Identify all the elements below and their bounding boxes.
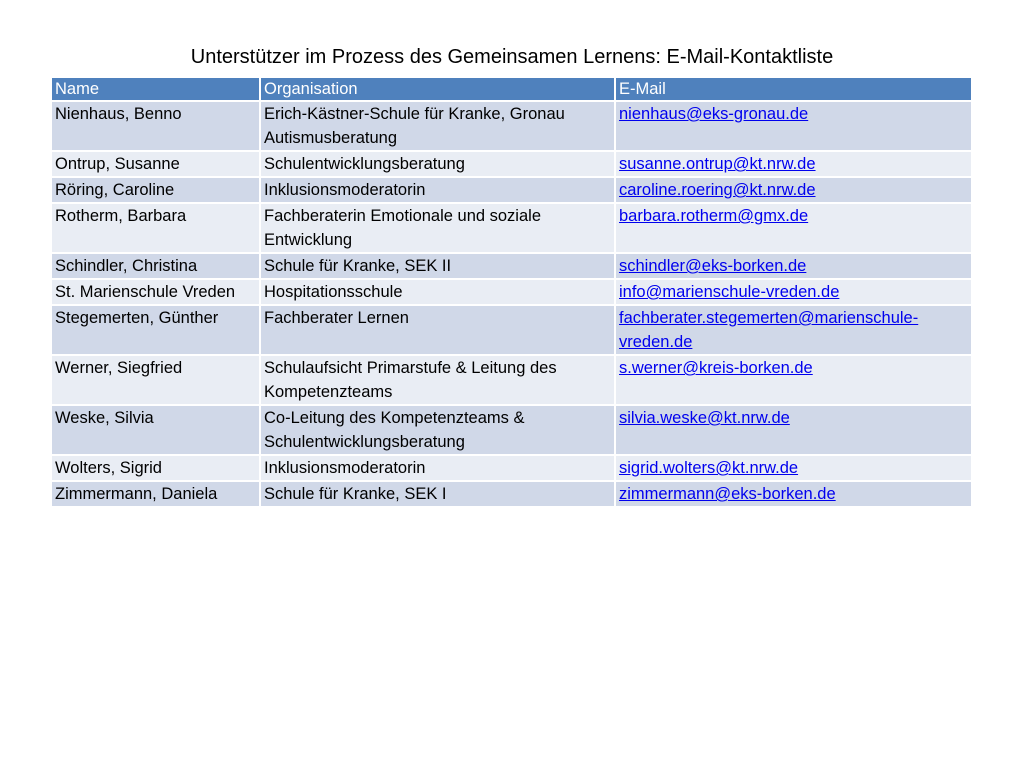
email-link[interactable]: s.werner@kreis-borken.de	[619, 359, 813, 377]
organisation-cell: Co-Leitung des Kompetenzteams & Schulentwicklungsberatung	[260, 405, 615, 455]
email-link[interactable]: barbara.rotherm@gmx.de	[619, 207, 809, 225]
table-row	[51, 203, 972, 253]
table-row	[51, 151, 972, 177]
email-cell	[615, 405, 972, 455]
email-link[interactable]: schindler@eks-borken.de	[619, 257, 807, 275]
email-cell	[615, 151, 972, 177]
table-row	[51, 279, 972, 305]
email-link[interactable]: caroline.roering@kt.nrw.de	[619, 181, 816, 199]
column-header-organisation: Organisation	[260, 77, 615, 101]
table-row	[51, 101, 972, 151]
email-cell	[615, 101, 972, 151]
name-cell: Ontrup, Susanne	[51, 151, 260, 177]
email-cell	[615, 305, 972, 355]
organisation-cell: Schulaufsicht Primarstufe & Leitung des Kompetenzteams	[260, 355, 615, 405]
email-cell	[615, 481, 972, 507]
name-cell: Werner, Siegfried	[51, 355, 260, 405]
email-cell	[615, 253, 972, 279]
name-cell: Nienhaus, Benno	[51, 101, 260, 151]
organisation-cell: Fachberaterin Emotionale und soziale Entwicklung	[260, 203, 615, 253]
name-cell: Stegemerten, Günther	[51, 305, 260, 355]
table-row	[51, 305, 972, 355]
column-header-email: E-Mail	[615, 77, 972, 101]
organisation-cell: Inklusionsmoderatorin	[260, 455, 615, 481]
organisation-cell: Erich-Kästner-Schule für Kranke, Gronau Autismusberatung	[260, 101, 615, 151]
table-row	[51, 455, 972, 481]
column-header-name: Name	[51, 77, 260, 101]
email-cell	[615, 203, 972, 253]
email-cell	[615, 279, 972, 305]
name-cell: Röring, Caroline	[51, 177, 260, 203]
name-cell: Schindler, Christina	[51, 253, 260, 279]
table-row	[51, 253, 972, 279]
email-link[interactable]: info@marienschule-vreden.de	[619, 283, 840, 301]
email-cell	[615, 177, 972, 203]
email-link[interactable]: nienhaus@eks-gronau.de	[619, 105, 809, 123]
table-header-row	[51, 77, 972, 101]
organisation-cell: Inklusionsmoderatorin	[260, 177, 615, 203]
email-cell	[615, 455, 972, 481]
table-row	[51, 177, 972, 203]
organisation-cell: Hospitationsschule	[260, 279, 615, 305]
organisation-cell: Schule für Kranke, SEK I	[260, 481, 615, 507]
contact-table	[50, 76, 973, 508]
page-title: Unterstützer im Prozess des Gemeinsamen Lernens: E-Mail-Kontaktliste	[190, 46, 834, 68]
email-link[interactable]: silvia.weske@kt.nrw.de	[619, 409, 790, 427]
email-cell	[615, 355, 972, 405]
name-cell: Zimmermann, Daniela	[51, 481, 260, 507]
name-cell: Weske, Silvia	[51, 405, 260, 455]
organisation-cell: Schule für Kranke, SEK II	[260, 253, 615, 279]
organisation-cell: Fachberater Lernen	[260, 305, 615, 355]
email-link[interactable]: susanne.ontrup@kt.nrw.de	[619, 155, 816, 173]
name-cell: St. Marienschule Vreden	[51, 279, 260, 305]
table-row	[51, 355, 972, 405]
name-cell: Wolters, Sigrid	[51, 455, 260, 481]
email-link[interactable]: sigrid.wolters@kt.nrw.de	[619, 459, 799, 477]
email-link[interactable]: zimmermann@eks-borken.de	[619, 485, 836, 503]
organisation-cell: Schulentwicklungsberatung	[260, 151, 615, 177]
table-row	[51, 481, 972, 507]
table-row	[51, 405, 972, 455]
email-link[interactable]: fachberater.stegemerten@marienschule-vreden.de	[619, 309, 919, 351]
name-cell: Rotherm, Barbara	[51, 203, 260, 253]
